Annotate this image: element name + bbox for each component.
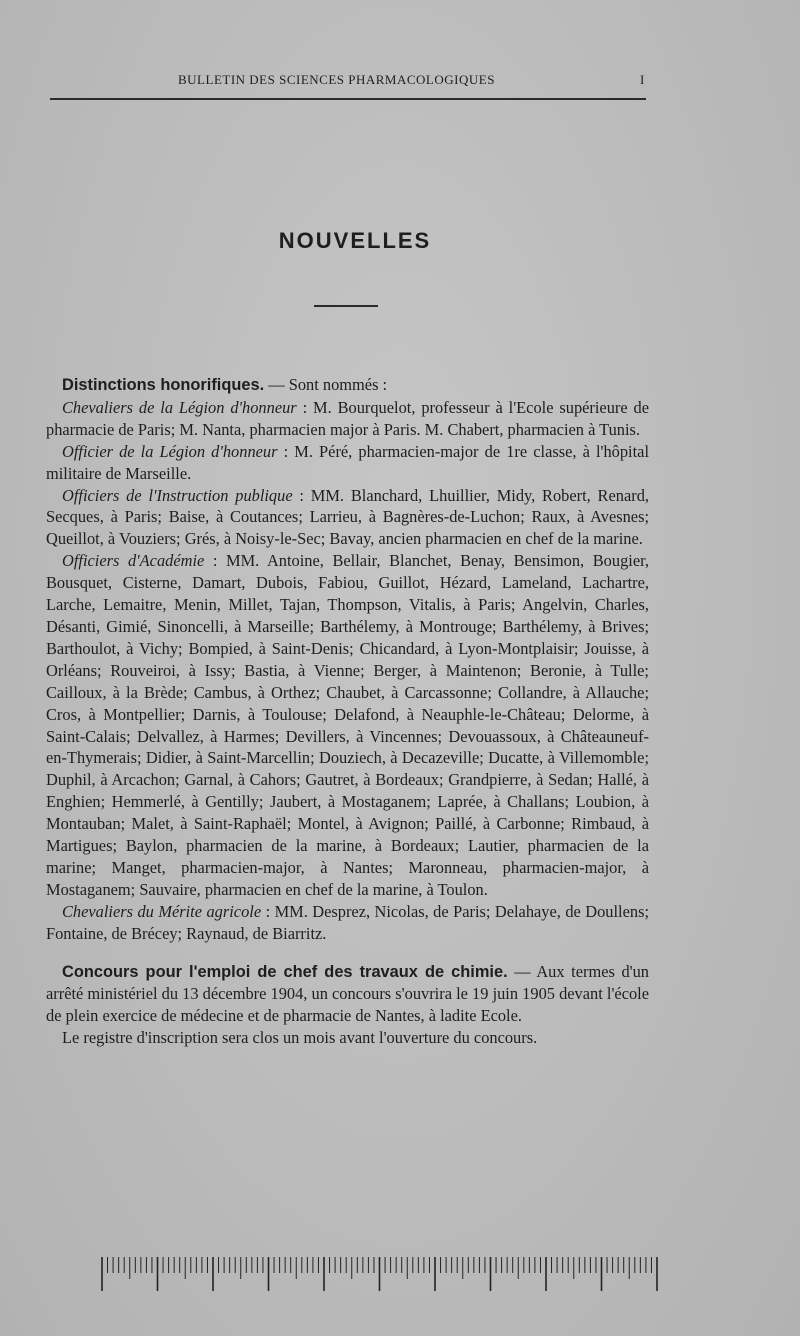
- paragraph-academie: [46, 550, 649, 901]
- running-head: [50, 70, 650, 94]
- page-number: I: [640, 72, 645, 87]
- concours-text: — Aux termes d'un arrêté ministériel du 13 décembre 1904, un concours s'ouvrira le 19 juin 1905 devant l'école de plein exercice de médecine et de pharmacie de Nantes, à ladite Ecole.: [46, 961, 649, 1026]
- academie-text: : MM. Antoine, Bellair, Blanchet, Benay, Bensimon, Bougier, Bousquet, Cisterne, Damart, Dubois, Fabiou, Guillot, Hézard, Lameland, Lachartre, Larche, Lemaitre, Menin, Millet, Tajan, Thompson, Vitalis, à Paris; Angelvin, Charles, Désanti, Gimié, Sinoncelli, à Marseille; Barthélemy, à Montrouge; Barthélemy, à Brives; Barthoulot, à Vichy; Bompied, à Saint-Denis; Chicandard, à Lyon-Montplaisir; Jouisse, à Orléans; Rouveiroi, à Issy; Bastia, à Vienne; Berger, à Maintenon; Beronie, à Tulle; Cailloux, à la Brède; Cambus, à Orthez; Chaubet, à Carcassonne; Collandre, à Allauche; Cros, à Montpellier; Darnis, à Toulouse; Delafond, à Neauphle-le-Château; Delorme, à Saint-Calais; Delvallez, à Harmes; Devillers, à Vincennes; Devouassoux, à Châteauneuf-en-Thymerais; Didier, à Saint-Marcellin; Douziech, à Decazeville; Ducatte, à Villemomble; Duphil, à Arcachon; Garnal, à Cahors; Gautret, à Bordeaux; Grandpierre, à Sedan; Hallé, à Enghien; Hemmerlé, à Gentilly; Jaubert, à Mostaganem; Laprée, à Challans; Loubion, à Montauban; Malet, à Saint-Raphaël; Montel, à Avignon; Paillé, à Carbonne; Rimbaud, à Martigues; Baylon, pharmacien de la marine, à Bordeaux; Lautier, pharmacien de la marine; Manget, pharmacien-major, à Nantes; Maronneau, pharmacien-major, à Mostaganem; Sauvaire, pharmacien en chef de la marine, à Toulon.: [46, 551, 649, 899]
- distinctions-intro-text: — Sont nommés :: [264, 375, 388, 394]
- instruction-label: Officiers de l'Instruction publique: [62, 485, 293, 505]
- instruction-text: : MM. Blanchard, Lhuillier, Midy, Robert, Renard, Secques, à Paris; Baise, à Coutances; Larrieu, à Bagnères-de-Luchon; Raux, à Avesnes; Queillot, à Vouziers; Grés, à Noisy-le-Sec; Bavay, ancien pharmacien en chef de la marine.: [46, 485, 649, 549]
- legion-chevaliers-text: : M. Bourquelot, professeur à l'Ecole supérieure de pharmacie de Paris; M. Nanta, pharmacien major à Paris. M. Chabert, pharmacien à Tunis.: [46, 397, 649, 439]
- journal-title: BULLETIN DES SCIENCES PHARMACOLOGIQUES: [178, 72, 495, 87]
- paragraph-legion-chevaliers: [46, 397, 649, 441]
- header-rule: [50, 98, 646, 100]
- section-divider: [314, 305, 378, 307]
- legion-chevaliers-label: Chevaliers de la Légion d'honneur: [62, 397, 297, 417]
- paragraph-concours: [46, 961, 649, 1028]
- concours-heading: Concours pour l'emploi de chef des travaux de chimie.: [62, 962, 508, 981]
- paragraph-instruction: [46, 485, 649, 551]
- legion-officier-label: Officier de la Légion d'honneur: [62, 441, 278, 461]
- distinctions-heading: Distinctions honorifiques.: [62, 376, 265, 394]
- paragraph-registre: [46, 1027, 649, 1049]
- paragraph-legion-officier: [46, 441, 649, 485]
- registre-text: Le registre d'inscription sera clos un mois avant l'ouverture du concours.: [62, 1028, 538, 1048]
- distinctions-intro: [46, 374, 649, 397]
- paragraph-merite-agricole: [46, 901, 649, 945]
- agricole-label: Chevaliers du Mérite agricole: [62, 901, 262, 921]
- section-title: NOUVELLES: [278, 228, 432, 253]
- legion-officier-text: : M. Péré, pharmacien-major de 1re classe, à l'hôpital militaire de Marseille.: [46, 441, 649, 483]
- academie-label: Officiers d'Académie: [62, 551, 205, 571]
- scale-ruler: [101, 1255, 661, 1291]
- agricole-text: : MM. Desprez, Nicolas, de Paris; Delahaye, de Doullens; Fontaine, de Brécey; Raynaud, de Biarritz.: [46, 901, 649, 943]
- article-body: [46, 374, 649, 1049]
